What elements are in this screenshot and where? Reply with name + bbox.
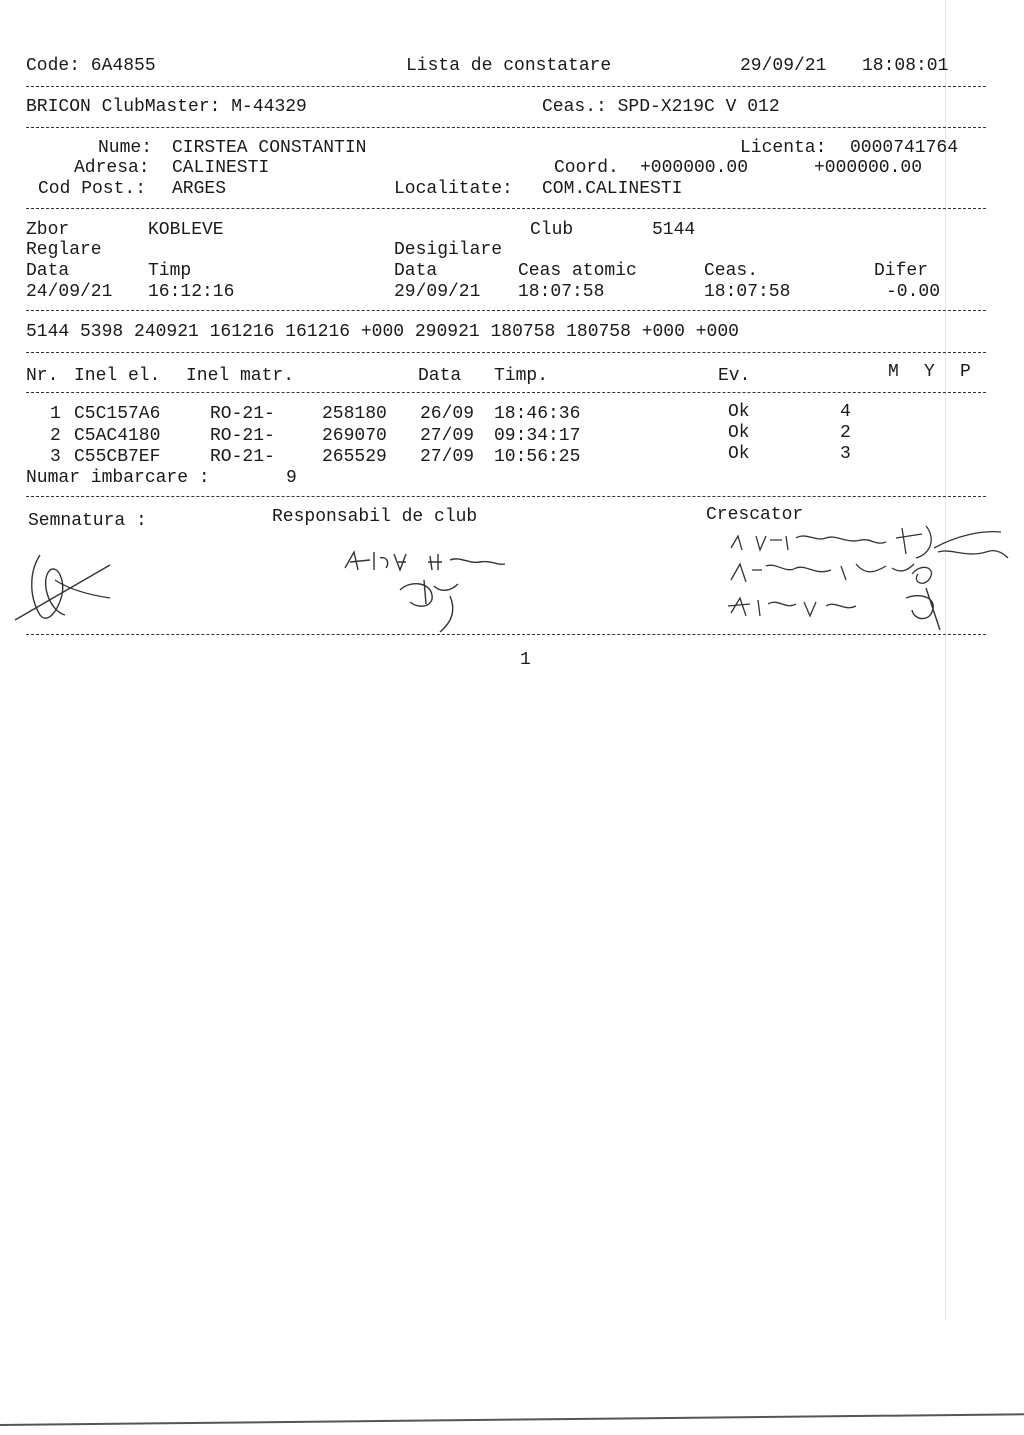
col-header-timp: Timp. xyxy=(494,366,549,386)
col-header-inel-el: Inel el. xyxy=(74,366,161,386)
row-event: Ok xyxy=(728,402,750,422)
col-header-y: Y xyxy=(924,362,935,382)
flight-location: KOBLEVE xyxy=(148,220,224,240)
row-ring-electronic: C55CB7EF xyxy=(74,447,161,467)
reg-data-label: Data xyxy=(26,261,70,281)
col-header-data: Data xyxy=(418,366,462,386)
col-header-nr: Nr. xyxy=(26,366,59,386)
row-ring-number: 269070 xyxy=(322,426,387,446)
row-ring-prefix: RO-21- xyxy=(210,404,275,424)
desigilare-label: Desigilare xyxy=(394,240,503,260)
row-m: 3 xyxy=(840,444,851,464)
name-label: Nume: xyxy=(98,138,153,158)
licence-label: Licenta: xyxy=(740,138,827,158)
col-header-ev: Ev. xyxy=(718,366,751,386)
row-ring-prefix: RO-21- xyxy=(210,426,275,446)
des-data-label: Data xyxy=(394,261,438,281)
zbor-label: Zbor xyxy=(26,220,70,240)
row-ring-electronic: C5C157A6 xyxy=(74,404,161,424)
row-date: 26/09 xyxy=(420,404,475,424)
owner-name: CIRSTEA CONSTANTIN xyxy=(172,138,367,158)
clock-label: Ceas. xyxy=(704,261,759,281)
clock-time: 18:07:58 xyxy=(704,282,791,302)
divider xyxy=(26,310,986,311)
club-responsible-label: Responsabil de club xyxy=(272,507,478,527)
divider xyxy=(26,634,986,635)
divider xyxy=(26,127,986,128)
col-header-m: M xyxy=(888,362,899,382)
row-nr: 3 xyxy=(50,447,61,467)
signature-label: Semnatura : xyxy=(28,511,147,531)
difference-label: Difer xyxy=(874,261,929,281)
handwritten-signature xyxy=(10,540,120,630)
reg-timp-label: Timp xyxy=(148,261,192,281)
reglare-label: Reglare xyxy=(26,240,102,260)
row-ring-number: 265529 xyxy=(322,447,387,467)
club-number: 5144 xyxy=(652,220,696,240)
header-date: 29/09/21 xyxy=(740,56,827,76)
des-date: 29/09/21 xyxy=(394,282,481,302)
handwritten-signature xyxy=(726,518,1016,638)
reg-time: 16:12:16 xyxy=(148,282,235,302)
col-header-inel-matr: Inel matr. xyxy=(186,366,295,386)
row-event: Ok xyxy=(728,423,750,443)
breeder-label: Crescator xyxy=(706,505,804,525)
document-code: Code: 6A4855 xyxy=(26,56,156,76)
locality-label: Localitate: xyxy=(394,179,513,199)
owner-locality: COM.CALINESTI xyxy=(542,179,683,199)
coord-label: Coord. xyxy=(554,158,619,178)
row-ring-prefix: RO-21- xyxy=(210,447,275,467)
atomic-clock-label: Ceas atomic xyxy=(518,261,637,281)
divider xyxy=(26,496,986,497)
atomic-time: 18:07:58 xyxy=(518,282,605,302)
postcode-label: Cod Post.: xyxy=(38,179,147,199)
clock-id: Ceas.: SPD-X219C V 012 xyxy=(542,97,780,117)
row-m: 2 xyxy=(840,423,851,443)
scan-artifact-line xyxy=(945,0,946,1320)
scan-edge xyxy=(0,1413,1024,1426)
row-time: 09:34:17 xyxy=(494,426,581,446)
row-date: 27/09 xyxy=(420,426,475,446)
boarding-label: Numar imbarcare : xyxy=(26,468,210,488)
coord-x: +000000.00 xyxy=(640,158,749,178)
row-date: 27/09 xyxy=(420,447,475,467)
row-m: 4 xyxy=(840,402,851,422)
club-label: Club xyxy=(530,220,574,240)
handwritten-signature xyxy=(340,540,520,635)
boarding-count: 9 xyxy=(286,468,297,488)
row-ring-electronic: C5AC4180 xyxy=(74,426,161,446)
divider xyxy=(26,86,986,87)
divider xyxy=(26,208,986,209)
header-time: 18:08:01 xyxy=(862,56,949,76)
row-nr: 1 xyxy=(50,404,61,424)
time-difference: -0.00 xyxy=(886,282,941,302)
owner-address: CALINESTI xyxy=(172,158,270,178)
row-time: 10:56:25 xyxy=(494,447,581,467)
row-event: Ok xyxy=(728,444,750,464)
row-ring-number: 258180 xyxy=(322,404,387,424)
document-title: Lista de constatare xyxy=(406,56,612,76)
coord-y: +000000.00 xyxy=(814,158,923,178)
page-number: 1 xyxy=(520,650,531,670)
col-header-p: P xyxy=(960,362,971,382)
owner-postcode: ARGES xyxy=(172,179,227,199)
row-time: 18:46:36 xyxy=(494,404,581,424)
reg-date: 24/09/21 xyxy=(26,282,113,302)
divider xyxy=(26,392,986,393)
licence-number: 0000741764 xyxy=(850,138,959,158)
address-label: Adresa: xyxy=(74,158,150,178)
divider xyxy=(26,352,986,353)
encoded-record-line: 5144 5398 240921 161216 161216 +000 290921 180758 180758 +000 +000 xyxy=(26,322,739,342)
row-nr: 2 xyxy=(50,426,61,446)
clubmaster-id: BRICON ClubMaster: M-44329 xyxy=(26,97,307,117)
